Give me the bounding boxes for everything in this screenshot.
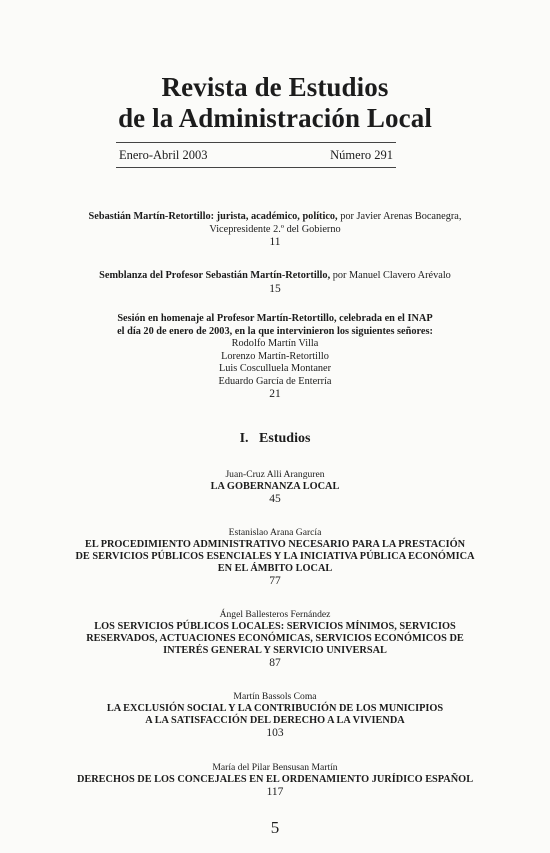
article-2-title-line-1: EL PROCEDIMIENTO ADMINISTRATIVO NECESARIO PARA LA PRESTACIÓN — [84, 539, 466, 550]
article-4-page: 103 — [266, 727, 284, 739]
section-heading: I. Estudios — [239, 431, 311, 446]
journal-title — [0, 72, 550, 134]
front-entry-2 — [0, 270, 550, 296]
issue-meta-bar — [116, 142, 396, 168]
front-entry-1-author: por Javier Arenas Bocanegra, — [337, 211, 462, 222]
article-2 — [0, 527, 550, 588]
front-entry-2-author: por Manuel Clavero Arévalo — [330, 270, 451, 281]
article-3-title-line-3: INTERÉS GENERAL Y SERVICIO UNIVERSAL — [163, 645, 387, 656]
speaker-3: Luis Cosculluela Montaner — [218, 363, 332, 374]
article-5-author: María del Pilar Bensusan Martín — [212, 762, 338, 773]
article-4-title-line-1: LA EXCLUSIÓN SOCIAL Y LA CONTRIBUCIÓN DE LOS MUNICIPIOS — [106, 703, 444, 714]
article-4-title-line-2: A LA SATISFACCIÓN DEL DERECHO A LA VIVIENDA — [145, 715, 405, 726]
front-entry-3-title-line-2 — [0, 326, 550, 339]
journal-title-line-1: Revista de Estudios — [161, 72, 389, 102]
article-2-author: Estanislao Arana García — [228, 527, 322, 538]
speaker-2: Lorenzo Martín-Retortillo — [221, 350, 329, 362]
front-entry-2-line — [0, 270, 550, 283]
article-1 — [0, 469, 550, 506]
article-1-page: 45 — [269, 493, 281, 505]
article-5-title-line-1: DERECHOS DE LOS CONCEJALES EN EL ORDENAMIENTO JURÍDICO ESPAÑOL — [76, 774, 474, 785]
front-entry-3-title-1: Sesión en homenaje al Profesor Martín-Retortillo, celebrada en el INAP — [117, 313, 433, 324]
article-3-page: 87 — [269, 657, 281, 669]
article-5-page: 117 — [266, 786, 284, 798]
article-3-title-line-2: RESERVADOS, ACTUACIONES ECONÓMICAS, SERVICIOS ECONÓMICOS DE — [86, 633, 464, 644]
issue-number: Número 291 — [330, 148, 393, 162]
front-entry-2-title: Semblanza del Profesor Sebastián Martín-Retortillo, — [99, 270, 331, 281]
speaker-4: Eduardo García de Enterría — [218, 375, 332, 387]
article-4 — [0, 691, 550, 740]
issue-date: Enero-Abril 2003 — [119, 148, 208, 162]
article-3-author: Ángel Ballesteros Fernández — [219, 609, 331, 620]
article-3 — [0, 609, 550, 670]
article-2-title-line-2: DE SERVICIOS PÚBLICOS ESENCIALES Y LA INICIATIVA PÚBLICA ECONÓMICA — [75, 551, 475, 562]
front-entry-3 — [0, 313, 550, 401]
article-1-title-line-1: LA GOBERNANZA LOCAL — [210, 481, 340, 492]
journal-title-line-2: de la Administración Local — [118, 103, 432, 133]
page-number: 5 — [270, 818, 280, 837]
front-entry-1-page: 11 — [269, 236, 281, 248]
article-2-page: 77 — [269, 575, 281, 587]
front-entry-1-line — [0, 211, 550, 224]
front-entry-3-title-line-1 — [0, 313, 550, 326]
front-entry-1-role: Vicepresidente 2.º del Gobierno — [209, 223, 341, 235]
front-entry-1 — [0, 211, 550, 249]
article-2-title-line-3: EN EL ÁMBITO LOCAL — [217, 563, 333, 574]
front-entry-1-title: Sebastián Martín-Retortillo: jurista, académico, político, — [88, 211, 338, 222]
article-5 — [0, 762, 550, 799]
speaker-1: Rodolfo Martín Villa — [231, 338, 319, 349]
article-1-author: Juan-Cruz Alli Aranguren — [225, 469, 325, 480]
article-4-author: Martín Bassols Coma — [233, 691, 317, 702]
article-3-title-line-1: LOS SERVICIOS PÚBLICOS LOCALES: SERVICIOS MÍNIMOS, SERVICIOS — [94, 621, 456, 632]
front-entry-3-page: 21 — [269, 388, 281, 400]
front-entry-2-page: 15 — [269, 282, 281, 295]
front-entry-3-title-2: el día 20 de enero de 2003, en la que intervinieron los siguientes señores: — [117, 325, 433, 337]
